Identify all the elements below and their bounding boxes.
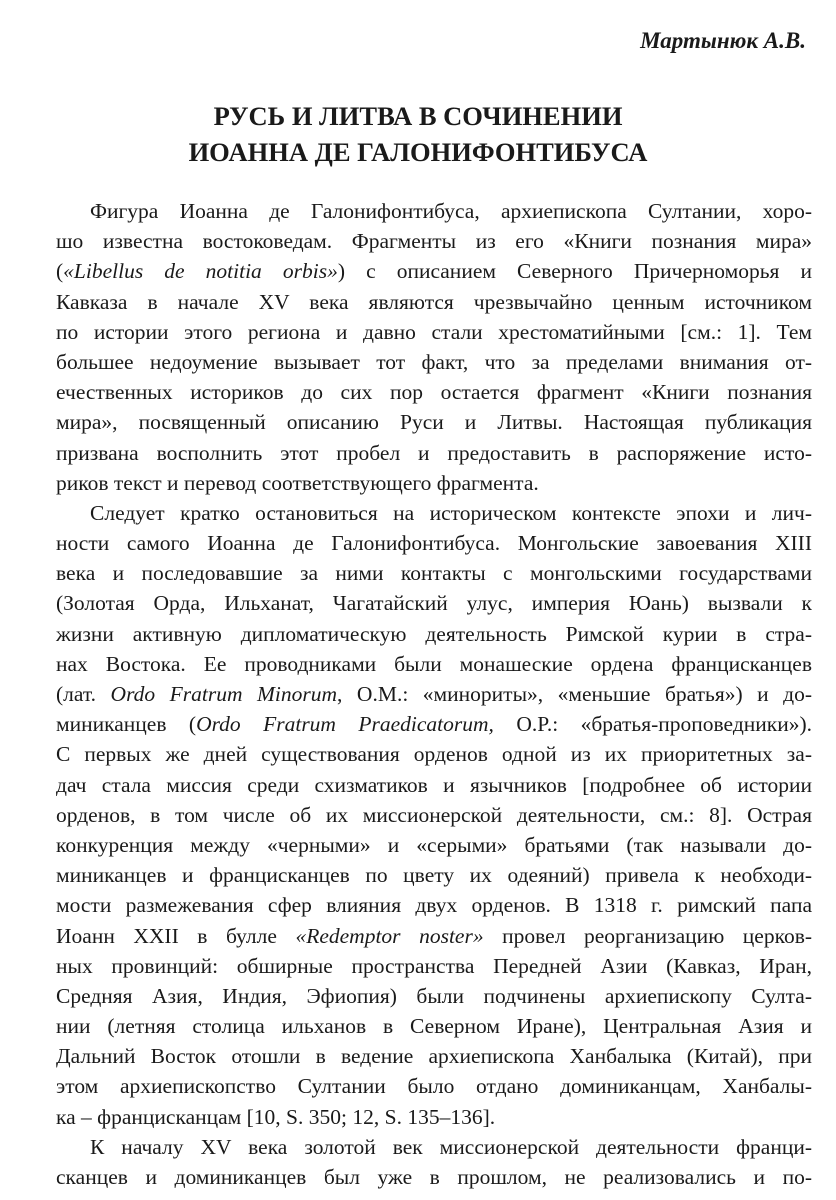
text-run: призвана восполнить этот пробел и предоставить в распоряжение исто- bbox=[56, 440, 812, 465]
paragraph bbox=[56, 498, 812, 1132]
text-run: (Золотая Орда, Ильханат, Чагатайский улус, империя Юань) вызвали к bbox=[56, 591, 812, 616]
text-line bbox=[56, 528, 812, 558]
text-run: миниканцев ( bbox=[56, 712, 197, 737]
text-line bbox=[56, 1071, 812, 1101]
text-line bbox=[56, 830, 812, 860]
text-line bbox=[56, 649, 812, 679]
text-run: большее недоумение вызывает тот факт, что за пределами внимания от- bbox=[56, 349, 812, 374]
text-line bbox=[56, 438, 812, 468]
text-run: дач стала миссия среди схизматиков и язычников [подробнее об истории bbox=[56, 772, 812, 797]
text-run: Дальний Восток отошли в ведение архиепископа Ханбалыка (Китай), при bbox=[56, 1044, 812, 1069]
text-line bbox=[56, 770, 812, 800]
text-run: сканцев и доминиканцев был уже в прошлом, не реализовались и по- bbox=[56, 1165, 812, 1189]
text-run: ( bbox=[56, 259, 64, 284]
text-run: Средняя Азия, Индия, Эфиопия) были подчинены архиепископу Султа- bbox=[56, 983, 812, 1008]
text-run: O.P.: «братья-проповедники»). bbox=[493, 712, 813, 737]
author-name: Мартынюк А.В. bbox=[640, 28, 806, 53]
text-run: по истории этого региона и давно стали хрестоматийными [см.: 1]. Тем bbox=[56, 319, 812, 344]
text-line bbox=[56, 377, 812, 407]
text-run: ности самого Иоанна де Галонифонтибуса. Монгольские завоевания XIII bbox=[56, 531, 812, 556]
text-line bbox=[56, 287, 812, 317]
text-line bbox=[56, 619, 812, 649]
text-run: ) с описанием Северного Причерноморья и bbox=[337, 259, 812, 284]
text-line bbox=[56, 1132, 812, 1162]
text-run: Кавказа в начале XV века являются чрезвычайно ценным источником bbox=[56, 289, 812, 314]
text-line bbox=[56, 468, 812, 498]
text-line bbox=[56, 196, 812, 226]
text-run: ечественных историков до сих пор остается фрагмент «Книги познания bbox=[56, 380, 812, 405]
italic-text: «Redemptor noster» bbox=[295, 923, 484, 948]
text-run: (лат. bbox=[56, 682, 111, 706]
text-line bbox=[56, 951, 812, 981]
text-line bbox=[56, 498, 812, 528]
text-line bbox=[56, 347, 812, 377]
text-run: ка – францисканцам [10, S. 350; 12, S. 135–136]. bbox=[56, 1104, 496, 1129]
text-line bbox=[56, 890, 812, 920]
text-run: Фигура Иоанна де Галонифонтибуса, архиепископа Султании, хоро- bbox=[90, 199, 812, 223]
text-run: мира», посвященный описанию Руси и Литвы. Настоящая публикация bbox=[56, 410, 812, 435]
text-run: К началу XV века золотой век миссионерской деятельности франци- bbox=[90, 1134, 812, 1159]
text-run: Следует кратко остановиться на историческом контексте эпохи и лич- bbox=[90, 500, 812, 525]
text-run: шо известна востоковедам. Фрагменты из его «Книги познания мира» bbox=[56, 229, 812, 254]
text-run: миниканцев и францисканцев по цвету их одеяний) привела к необходи- bbox=[56, 863, 812, 888]
text-line bbox=[56, 679, 812, 709]
text-line bbox=[56, 1011, 812, 1041]
text-run: орденов, в том числе об их миссионерской деятельности, см.: 8]. Острая bbox=[56, 802, 812, 827]
text-line bbox=[56, 558, 812, 588]
text-run: С первых же дней существования орденов одной из их приоритетных за- bbox=[56, 742, 812, 767]
text-run: риков текст и перевод соответствующего фрагмента. bbox=[56, 470, 539, 495]
text-run: конкуренция между «черными» и «серыми» братьями (так называли до- bbox=[56, 832, 812, 857]
text-line bbox=[56, 709, 812, 739]
title-line: РУСЬ И ЛИТВА В СОЧИНЕНИИ bbox=[213, 101, 623, 131]
text-line bbox=[56, 588, 812, 618]
italic-text: Ordo Fratrum Praedicatorum, bbox=[196, 712, 494, 737]
text-line bbox=[56, 1102, 812, 1132]
text-run: провел реорганизацию церков- bbox=[483, 923, 813, 948]
text-line bbox=[56, 739, 812, 769]
text-line bbox=[56, 226, 812, 256]
text-run: Иоанн XXII в булле bbox=[56, 923, 296, 948]
text-run: этом архиепископство Султании было отдано доминиканцам, Ханбалы- bbox=[56, 1074, 812, 1099]
text-run: нах Востока. Ее проводниками были монашеские ордена францисканцев bbox=[56, 651, 812, 676]
text-line bbox=[56, 1041, 812, 1071]
text-run: жизни активную дипломатическую деятельность Римской курии в стра- bbox=[56, 621, 812, 646]
article-title bbox=[0, 98, 836, 170]
text-line bbox=[56, 800, 812, 830]
text-run: века и последовавшие за ними контакты с монгольскими государствами bbox=[56, 561, 812, 586]
text-line bbox=[56, 1162, 812, 1192]
text-run: , O.M.: «минориты», «меньшие братья») и до- bbox=[337, 682, 812, 706]
text-line bbox=[56, 860, 812, 890]
paragraph bbox=[56, 196, 812, 498]
title-line: ИОАННА ДЕ ГАЛОНИФОНТИБУСА bbox=[188, 137, 648, 167]
article-body bbox=[56, 196, 812, 1192]
text-run: ных провинций: обширные пространства Передней Азии (Кавказ, Иран, bbox=[56, 953, 812, 978]
text-line bbox=[56, 407, 812, 437]
text-line bbox=[56, 256, 812, 286]
text-line bbox=[56, 981, 812, 1011]
text-line bbox=[56, 921, 812, 951]
text-run: мости размежевания сфер влияния двух орденов. В 1318 г. римский папа bbox=[56, 893, 812, 918]
paragraph bbox=[56, 1132, 812, 1192]
italic-text: «Libellus de notitia orbis» bbox=[63, 259, 338, 284]
italic-text: Ordo Fratrum Minorum bbox=[110, 682, 338, 706]
text-run: нии (летняя столица ильханов в Северном Иране), Центральная Азия и bbox=[56, 1014, 812, 1039]
text-line bbox=[56, 317, 812, 347]
